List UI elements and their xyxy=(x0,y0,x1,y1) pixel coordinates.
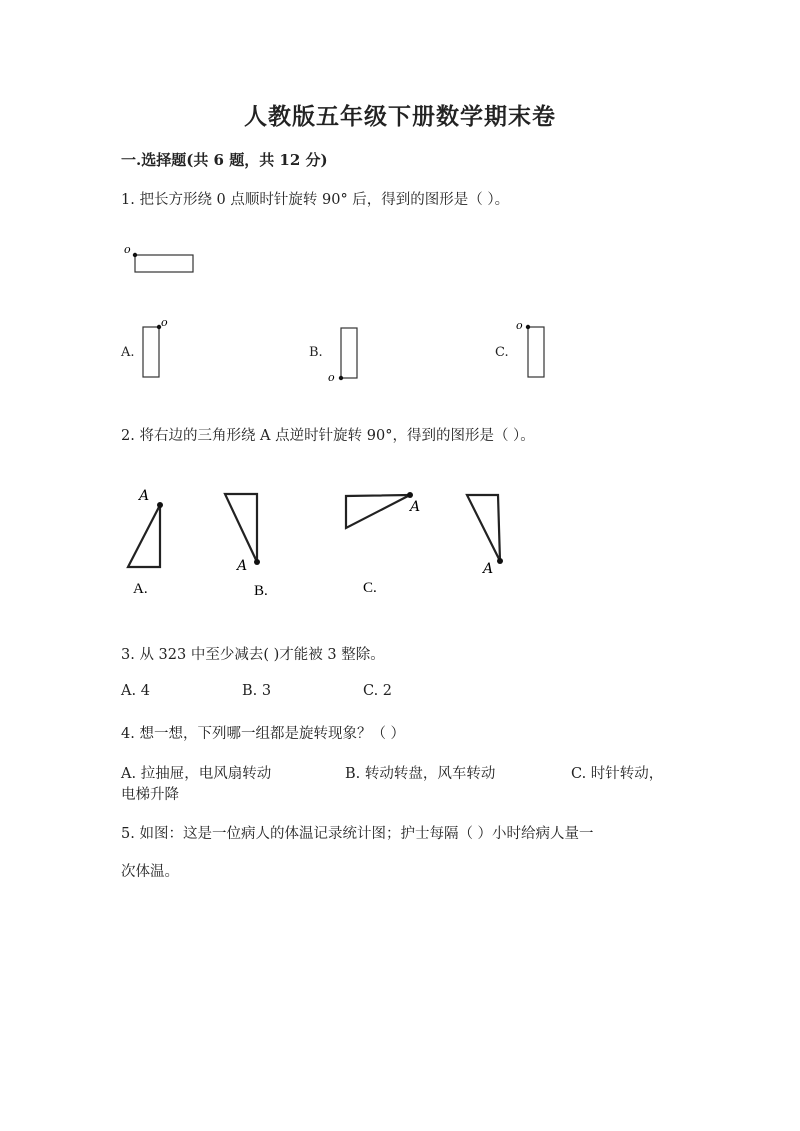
q1-option-c-figure xyxy=(512,318,552,382)
question-1-text: 1. 把长方形绕 0 点顺时针旋转 90° 后，得到的图形是（ ）。 xyxy=(121,192,510,208)
q1-option-a-figure xyxy=(138,316,178,382)
point-label: o xyxy=(516,319,523,332)
point-label: o xyxy=(328,371,335,384)
q1-option-a-label: A. xyxy=(121,345,135,360)
svg-text:A: A xyxy=(483,561,494,577)
q4-option-c-continued: 电梯升降 xyxy=(121,787,179,803)
q4-option-b: B. 转动转盘，风车转动 xyxy=(345,766,496,782)
rotation-point xyxy=(133,253,137,257)
svg-text:A: A xyxy=(237,558,248,574)
question-5-text-continued: 次体温。 xyxy=(121,864,179,880)
q3-option-a: A. 4 xyxy=(121,683,150,699)
q4-option-a: A. 拉抽屉，电风扇转动 xyxy=(121,766,272,782)
rectangle-shape xyxy=(528,327,544,377)
q1-option-c-label: C. xyxy=(495,345,509,360)
q1-original-rectangle xyxy=(118,236,208,281)
q3-option-b: B. 3 xyxy=(242,683,272,699)
question-3-text: 3. 从 323 中至少减去( )才能被 3 整除。 xyxy=(121,647,385,663)
q2-option-a-label: A. xyxy=(133,581,148,597)
question-4-text: 4. 想一想，下列哪一组都是旋转现象？（ ） xyxy=(121,726,406,742)
q2-option-b-triangle xyxy=(225,494,260,574)
q2-option-a-triangle xyxy=(128,488,163,567)
q2-original-triangle xyxy=(467,495,503,577)
q2-option-c-triangle xyxy=(346,492,420,528)
svg-text:A: A xyxy=(410,499,421,515)
question-5-text: 5. 如图：这是一位病人的体温记录统计图；护士每隔（ ）小时给病人量一 xyxy=(121,826,594,842)
q1-option-b-label: B. xyxy=(309,345,323,360)
point-label: o xyxy=(161,316,168,329)
q2-option-b-label: B. xyxy=(254,583,268,599)
q2-triangles-figure xyxy=(120,482,680,602)
rotation-point xyxy=(526,325,530,329)
point-label: o xyxy=(124,243,131,256)
q3-option-c: C. 2 xyxy=(363,683,393,699)
rectangle-shape xyxy=(135,255,193,272)
rectangle-shape xyxy=(143,327,159,377)
q2-option-c-label: C. xyxy=(363,580,377,596)
page-title: 人教版五年级下册数学期末卷 xyxy=(244,103,556,130)
q4-option-c: C. 时针转动， xyxy=(571,766,664,782)
rotation-point xyxy=(339,376,343,380)
rectangle-shape xyxy=(341,328,357,378)
question-2-text: 2. 将右边的三角形绕 A 点逆时针旋转 90°，得到的图形是（ ）。 xyxy=(121,428,535,444)
section-heading: 一.选择题(共 6 题，共 12 分) xyxy=(121,151,328,169)
q1-option-b-figure xyxy=(325,322,365,386)
svg-text:A: A xyxy=(139,488,150,504)
